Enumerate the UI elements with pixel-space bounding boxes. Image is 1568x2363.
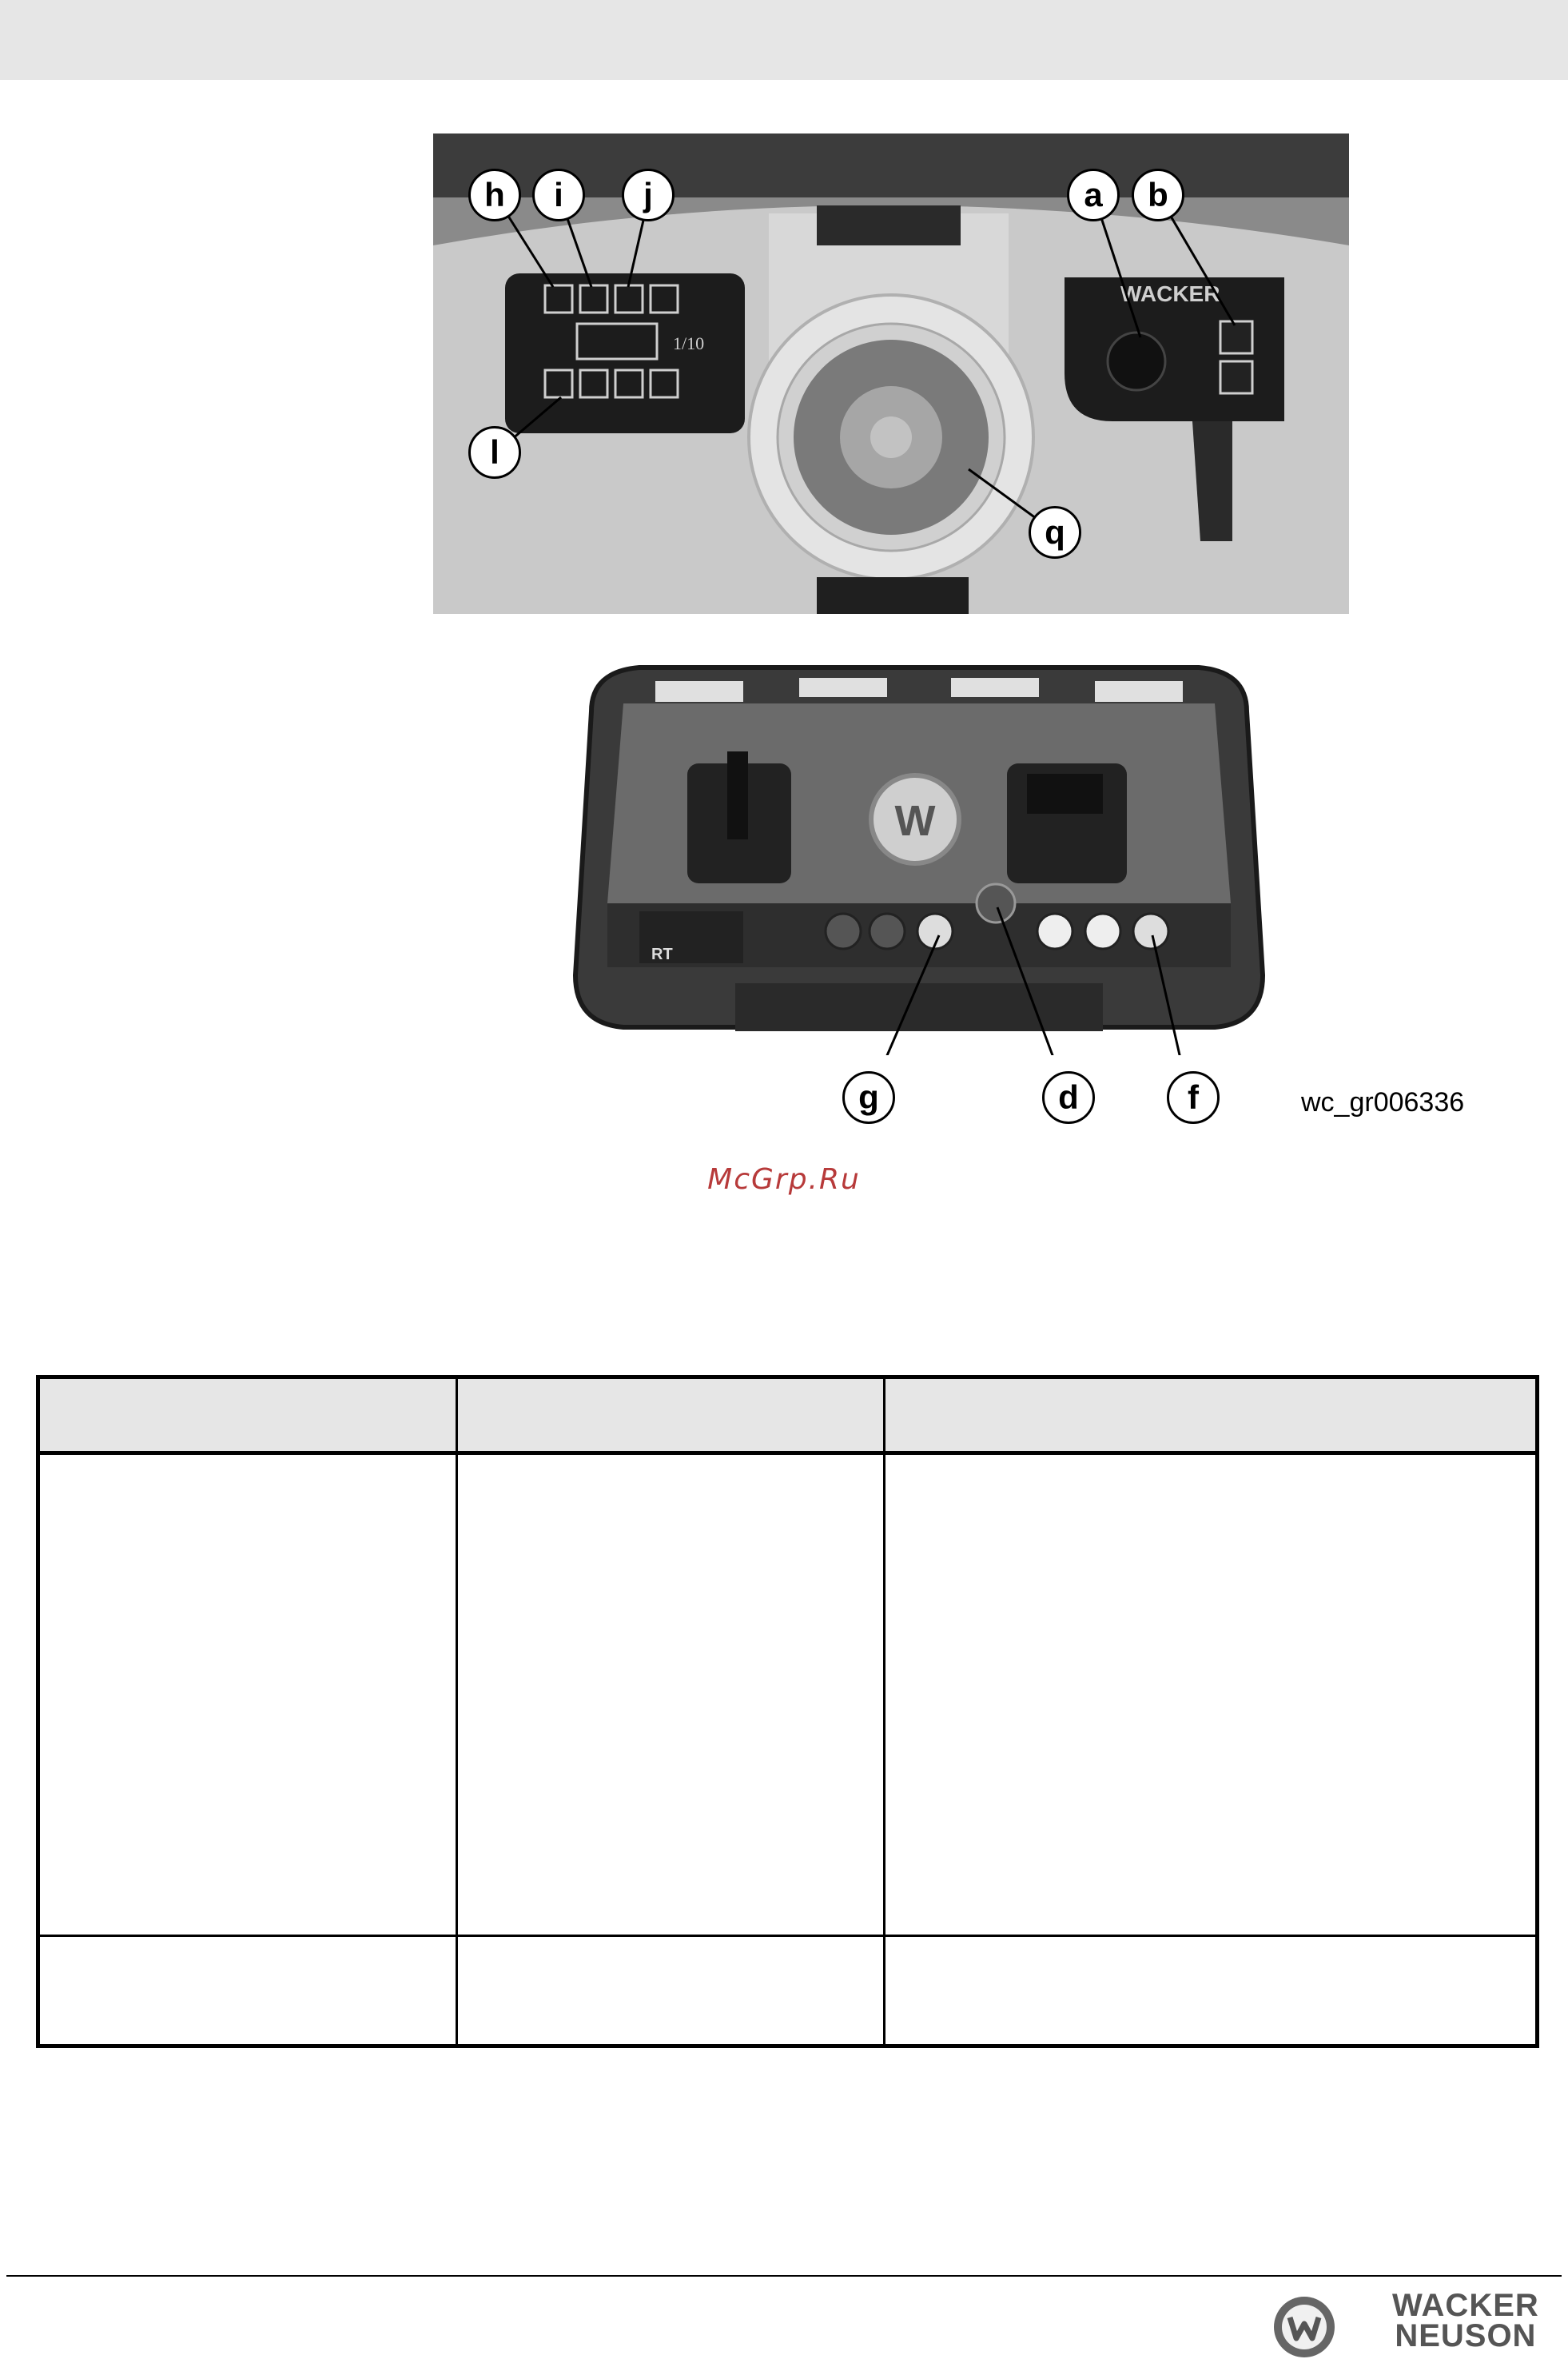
brand-line-1: WACKER	[1392, 2288, 1539, 2323]
panel-scale-label: 1/10	[673, 333, 705, 353]
brand-line-2: NEUSON	[1395, 2318, 1537, 2353]
footer-rule	[6, 2275, 1562, 2277]
callout-l: l	[468, 426, 521, 479]
page-header-bar	[0, 0, 1568, 80]
callout-h: h	[468, 169, 521, 221]
callout-q: q	[1029, 506, 1081, 559]
watermark: McGrp.Ru	[707, 1163, 861, 1196]
table-column-divider	[883, 1379, 885, 2044]
remote-control-figure	[559, 640, 1279, 1116]
svg-text:W: W	[894, 797, 936, 845]
figure-id: wc_gr006336	[1301, 1087, 1465, 1118]
callout-b: b	[1132, 169, 1184, 221]
dashboard-photo	[433, 133, 1349, 614]
table-column-divider	[456, 1379, 458, 2044]
callout-a: a	[1067, 169, 1120, 221]
callout-j: j	[622, 169, 675, 221]
callout-d: d	[1042, 1071, 1095, 1124]
callout-f: f	[1167, 1071, 1220, 1124]
callout-g: g	[842, 1071, 895, 1124]
spec-table	[36, 1375, 1539, 2048]
table-row-divider	[40, 1935, 1535, 1937]
table-header-row	[40, 1379, 1535, 1455]
panel-brand-label: WACKER	[1120, 281, 1220, 306]
wacker-neuson-logo-icon	[1271, 2290, 1359, 2358]
callout-i: i	[532, 169, 585, 221]
footer-logo	[1271, 2290, 1558, 2358]
brand-text	[1392, 2290, 1539, 2351]
remote-indicator-label: RT	[651, 946, 673, 963]
